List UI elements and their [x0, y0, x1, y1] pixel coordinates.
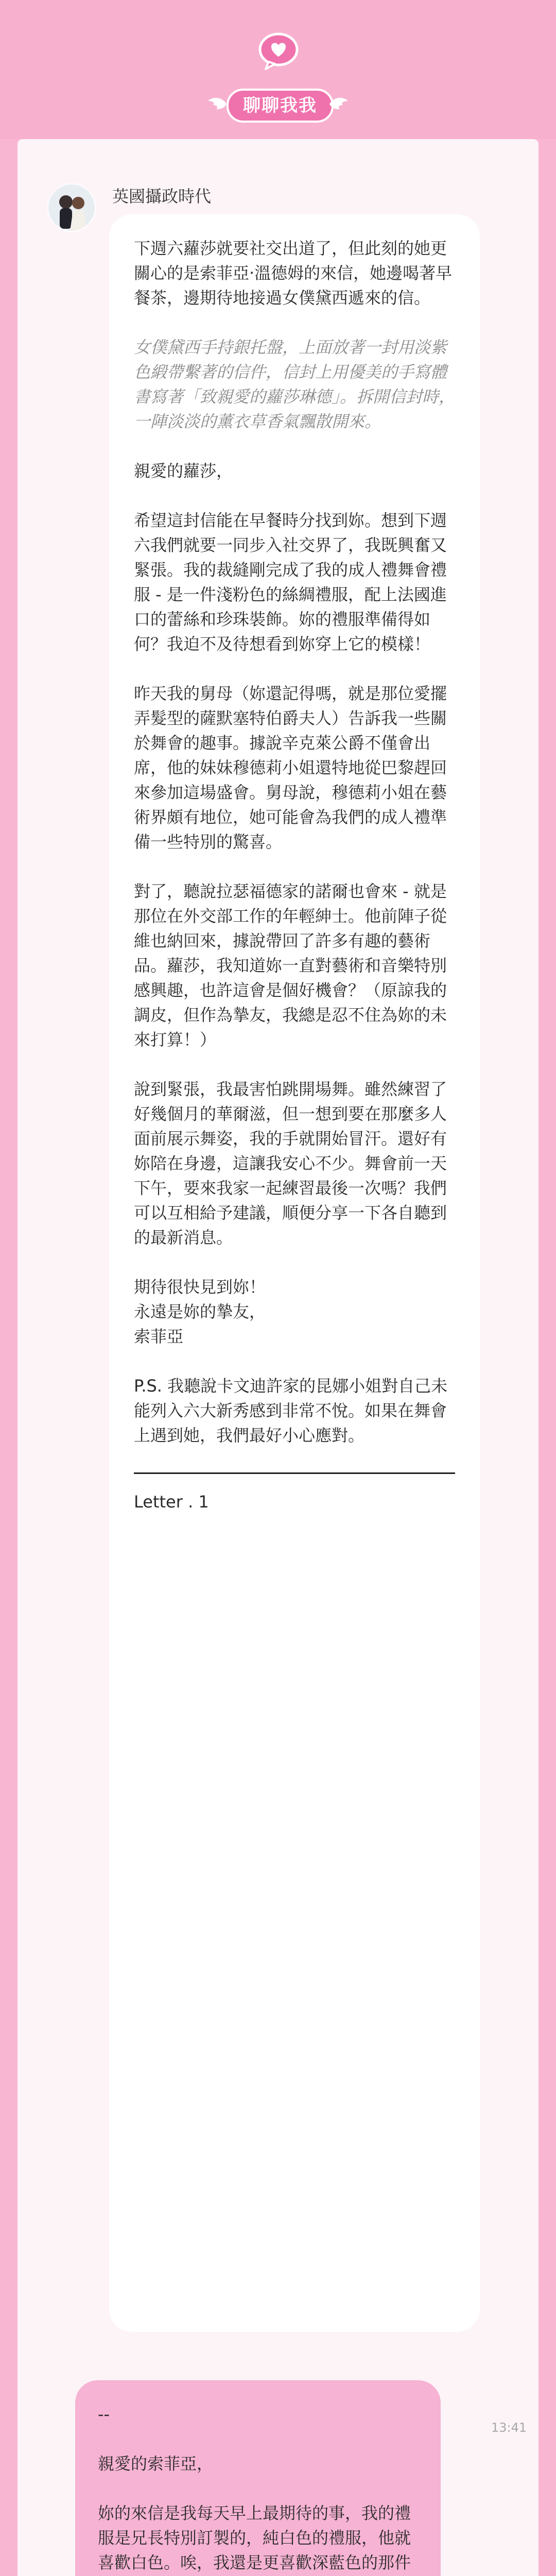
message-paragraph: 對了，聽說拉瑟福德家的諾爾也會來 - 就是那位在外交部工作的年輕紳士。他前陣子從維也納回來，據說帶回了許多有趣的藝術品。蘿莎，我知道妳一直對藝術和音樂特別感興趣，也許這會是個好機會？（原諒我的調皮，但作為摯友，我總是忍不住為妳的未來打算！）: [134, 882, 447, 1049]
message-paragraph: 親愛的蘿莎，: [134, 461, 233, 481]
chat-heart-icon: [257, 30, 300, 72]
message-paragraph: 妳的來信是我每天早上最期待的事，我的禮服是兄長特別訂製的，純白色的禮服，他就喜歡白色。唉，我還是更喜歡深藍色的那件: [98, 2503, 411, 2572]
message-timestamp: 13:41: [491, 2420, 527, 2435]
avatar[interactable]: [47, 183, 96, 232]
avatar-image: [48, 184, 95, 231]
letter-signature: Letter . 1: [134, 1492, 209, 1512]
header-title: 聊聊我我: [227, 89, 334, 123]
message-paragraph: 希望這封信能在早餐時分找到妳。想到下週六我們就要一同步入社交界了，我既興奮又緊張。我的裁縫剛完成了我的成人禮舞會禮服 - 是一件淺粉色的絲綢禮服，配上法國進口的蕾絲和珍珠裝飾。妳的禮服準備得如何？我迫不及待想看到妳穿上它的模樣！: [134, 511, 447, 654]
message-paragraph: 下週六蘿莎就要社交出道了，但此刻的她更關心的是索菲亞‧溫德姆的來信，她邊喝著早餐茶，邊期待地接過女僕黛西遞來的信。: [134, 239, 453, 308]
wing-left-icon: [207, 94, 228, 114]
top-banner: [0, 0, 556, 139]
message-bubble-letter-1[interactable]: [109, 214, 480, 2332]
message-paragraph: P.S. 我聽說卡文迪許家的昆娜小姐對自己未能列入六大新秀感到非常不悅。如果在舞會上遇到她，我們最好小心應對。: [134, 1376, 448, 1445]
message-paragraph: 說到緊張，我最害怕跳開場舞。雖然練習了好幾個月的華爾滋，但一想到要在那麼多人面前展示舞姿，我的手就開始冒汗。還好有妳陪在身邊，這讓我安心不少。舞會前一天下午，要來我家一起練習最後一次嗎？我們可以互相給予建議，順便分享一下各自聽到的最新消息。: [134, 1079, 447, 1247]
sender-name: 英國攝政時代: [112, 187, 212, 206]
message-narration: 女僕黛西手持銀托盤，上面放著一封用淡紫色緞帶繫著的信件，信封上用優美的手寫體書寫著「致親愛的蘿莎琳德」。拆開信封時，一陣淡淡的薰衣草香氣飄散開來。: [134, 337, 456, 431]
message-paragraph: 親愛的索菲亞，: [98, 2454, 214, 2473]
message-paragraph: 期待很快見到妳！ 永遠是妳的摯友， 索菲亞: [134, 1277, 266, 1346]
wing-right-icon: [328, 94, 349, 114]
message-paragraph: 昨天我的舅母（妳還記得嗎，就是那位愛擺弄髮型的薩默塞特伯爵夫人）告訴我一些關於舞會的趣事。據說辛克萊公爵不僅會出席，他的妹妹穆德莉小姐還特地從巴黎趕回來參加這場盛會。舅母說，穆德莉小姐在藝術界頗有地位，她可能會為我們的成人禮準備一些特別的驚喜。: [134, 684, 447, 852]
signature-divider: [134, 1472, 455, 1474]
message-bubble-letter-2[interactable]: [75, 2380, 441, 2576]
message-paragraph: --: [98, 2404, 110, 2424]
